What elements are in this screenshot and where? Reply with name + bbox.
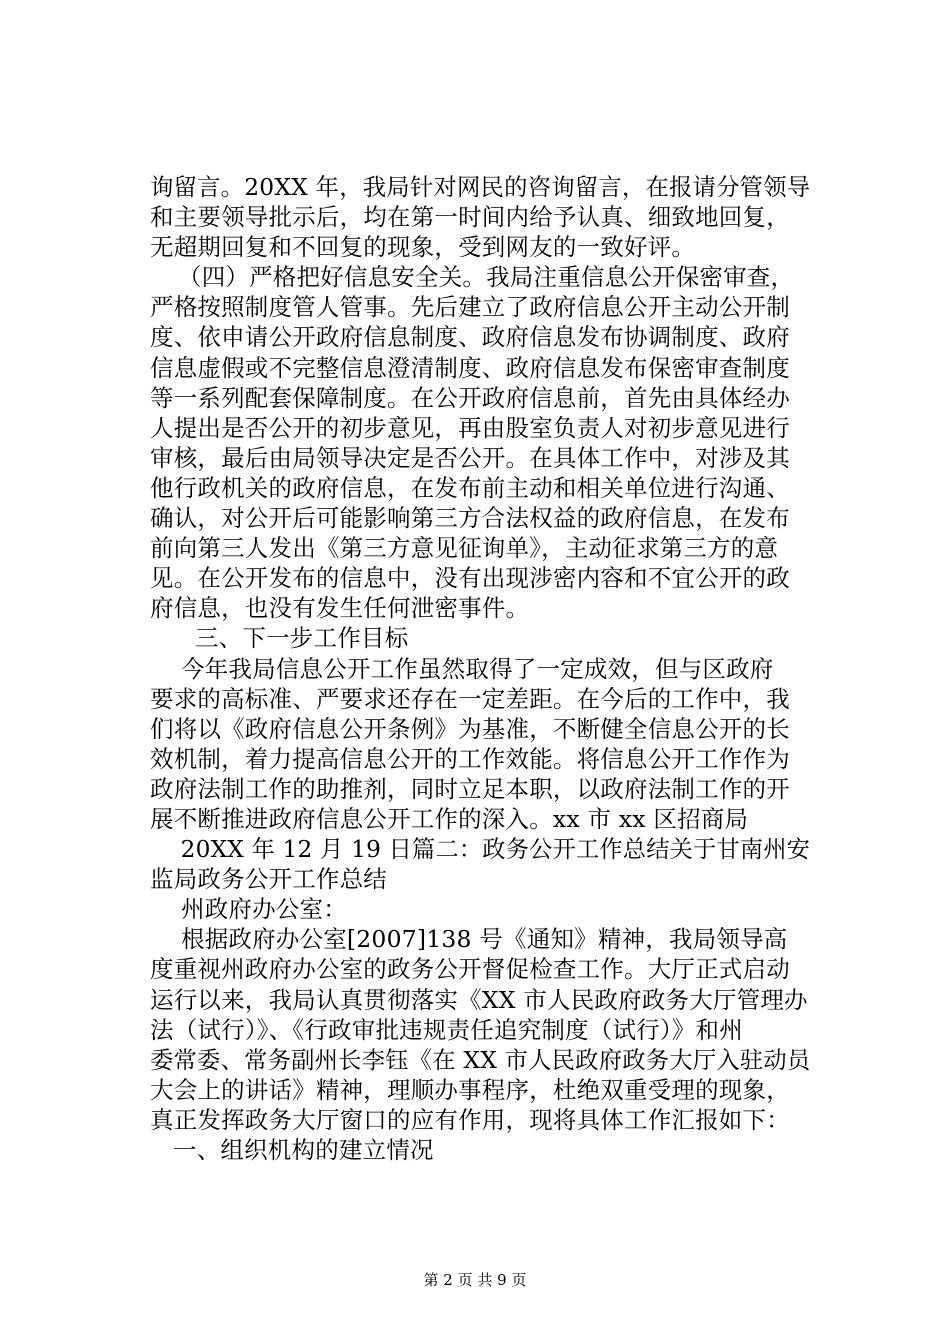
document-line: 监局政务公开工作总结 [150, 865, 387, 894]
document-line: （四）严格把好信息安全关。我局注重信息公开保密审查， [178, 263, 795, 292]
document-line: 等一系列配套保障制度。在公开政府信息前，首先由具体经办 [150, 383, 790, 412]
document-line: 运行以来，我局认真贯彻落实《XX 市人民政府政务大厅管理办 [150, 985, 808, 1014]
document-line: 前向第三人发出《第三方意见征询单》，主动征求第三方的意 [150, 534, 779, 563]
document-line: 一、组织机构的建立情况 [173, 1136, 434, 1164]
document-line: 确认，对公开后可能影响第三方合法权益的政府信息，在发布 [150, 504, 790, 533]
document-line: 严格按照制度管人管事。先后建立了政府信息公开主动公开制 [150, 293, 790, 322]
document-line: 要求的高标准、严要求还存在一定差距。在今后的工作中，我 [150, 684, 790, 713]
document-line: 20XX 年 12 月 19 日篇二：政务公开工作总结关于甘南州安 [180, 835, 811, 864]
document-line: 们将以《政府信息公开条例》为基准，不断健全信息公开的长 [150, 714, 790, 743]
document-line: 政府法制工作的助推剂，同时立足本职，以政府法制工作的开 [150, 774, 790, 803]
document-line: 度重视州政府办公室的政务公开督促检查工作。大厅正式启动 [150, 955, 790, 984]
document-line: 见。在公开发布的信息中，没有出现涉密内容和不宜公开的政 [150, 564, 790, 593]
document-line: 人提出是否公开的初步意见，再由股室负责人对初步意见进行 [150, 413, 790, 442]
document-line: 根据政府办公室[2007]138 号《通知》精神，我局领导高 [181, 925, 788, 954]
document-line: 府信息，也没有发生任何泄密事件。 [150, 594, 530, 623]
document-line: 展不断推进政府信息公开工作的深入。xx 市 xx 区招商局 [150, 804, 749, 833]
document-body [150, 172, 810, 1165]
document-line: 今年我局信息公开工作虽然取得了一定成效，但与区政府 [181, 654, 774, 683]
document-line: 他行政机关的政府信息，在发布前主动和相关单位进行沟通、 [150, 473, 790, 502]
document-line: 和主要领导批示后，均在第一时间内给予认真、细致地回复， [150, 203, 790, 232]
page-footer: 第 2 页 共 9 页 [423, 1271, 527, 1289]
document-line: 三、下一步工作目标 [195, 624, 409, 653]
document-line: 审核，最后由局领导决定是否公开。在具体工作中，对涉及其 [150, 443, 790, 472]
document-line: 委常委、常务副州长李钰《在 XX 市人民政府政务大厅入驻动员 [150, 1045, 811, 1074]
document-line: 州政府办公室： [181, 895, 347, 924]
document-line: 无超期回复和不回复的现象，受到网友的一致好评。 [150, 233, 696, 262]
document-line: 询留言。20XX 年，我局针对网民的咨询留言，在报请分管领导 [150, 173, 811, 201]
document-line: 信息虚假或不完整信息澄清制度、政府信息发布保密审查制度 [150, 353, 790, 382]
document-line: 真正发挥政务大厅窗口的应有作用，现将具体工作汇报如下： [150, 1105, 790, 1134]
document-line: 大会上的讲话》精神，理顺办事程序，杜绝双重受理的现象， [150, 1075, 790, 1104]
document-line: 法（试行）》、《行政审批违规责任追究制度（试行）》和州 [150, 1015, 743, 1044]
document-line: 度、依申请公开政府信息制度、政府信息发布协调制度、政府 [150, 323, 790, 352]
document-line: 效机制，着力提高信息公开的工作效能。将信息公开工作作为 [150, 744, 790, 773]
